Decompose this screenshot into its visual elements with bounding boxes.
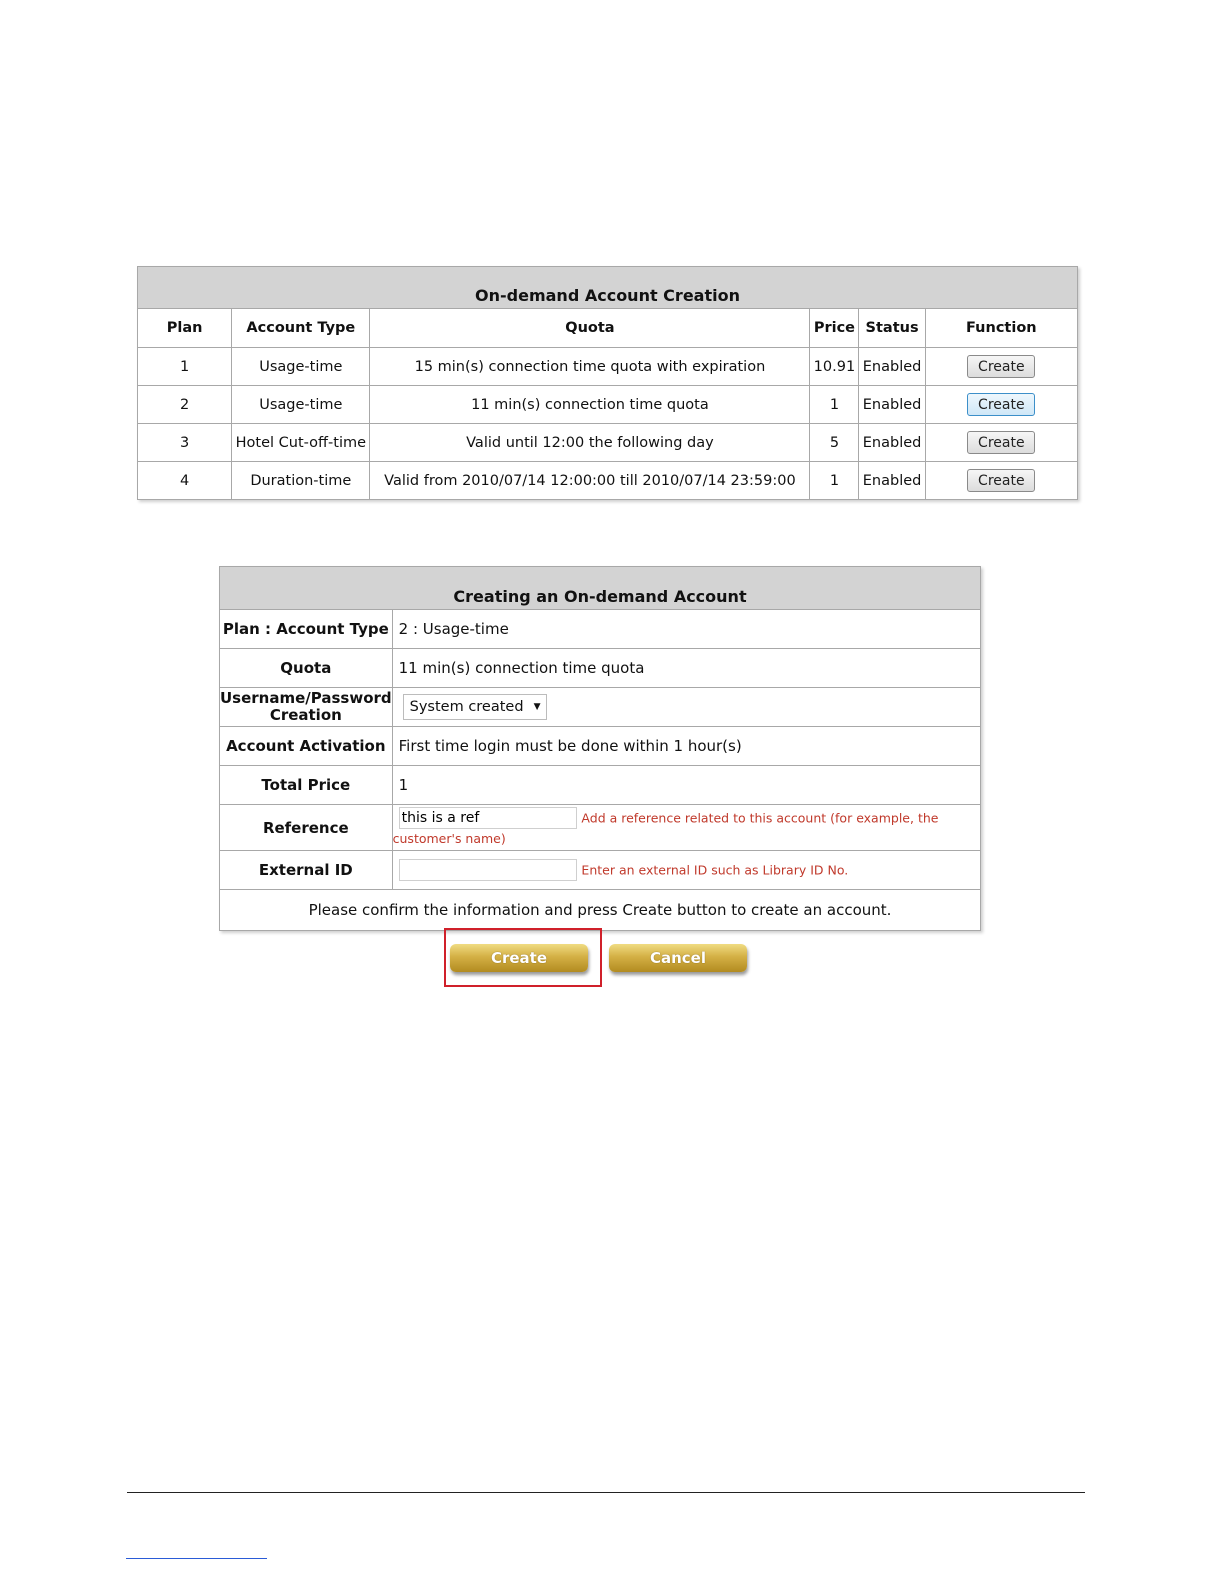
external-id-input[interactable] [399, 859, 577, 881]
function-cell [925, 348, 1077, 386]
price-cell: 1 [810, 386, 859, 424]
footer-link-underline [126, 1558, 267, 1559]
reference-cell [392, 805, 980, 851]
external-id-label: External ID [220, 851, 393, 890]
quota-cell: 11 min(s) connection time quota [370, 386, 810, 424]
create-plan-3-button[interactable]: Create [967, 431, 1035, 454]
function-cell [925, 462, 1077, 500]
function-cell [925, 424, 1077, 462]
table-row [138, 348, 1078, 386]
username-password-label-line2: Creation [269, 706, 342, 724]
quota-cell: Valid from 2010/07/14 12:00:00 till 2010/07/14 23:59:00 [370, 462, 810, 500]
quota-cell: 15 min(s) connection time quota with expiration [370, 348, 810, 386]
create-account-form [219, 566, 981, 931]
quota-cell: Valid until 12:00 the following day [370, 424, 810, 462]
select-value: System created [409, 699, 524, 715]
account-activation-value: First time login must be done within 1 hour(s) [392, 727, 980, 766]
confirm-message: Please confirm the information and press Create button to create an account. [220, 890, 981, 931]
reference-input[interactable] [399, 807, 577, 829]
plan-cell: 2 [138, 386, 232, 424]
function-cell [925, 386, 1077, 424]
quota-label: Quota [220, 649, 393, 688]
reference-hint: Add a reference related to this account (for example, the [581, 810, 939, 826]
create-button[interactable]: Create [450, 944, 588, 972]
account-type-cell: Usage-time [232, 348, 370, 386]
column-header-status: Status [859, 309, 925, 348]
cancel-button[interactable]: Cancel [609, 944, 747, 972]
column-header-price: Price [810, 309, 859, 348]
form-title: Creating an On-demand Account [220, 567, 981, 610]
create-plan-2-button[interactable]: Create [967, 393, 1035, 416]
dropdown-arrow-icon: ▼ [533, 702, 541, 712]
reference-hint-continued: customer's name) [392, 831, 506, 846]
total-price-label: Total Price [220, 766, 393, 805]
total-price-value: 1 [392, 766, 980, 805]
account-type-cell: Duration-time [232, 462, 370, 500]
plans-table-title: On-demand Account Creation [138, 267, 1078, 309]
on-demand-account-creation-table [137, 266, 1078, 500]
column-header-plan: Plan [138, 309, 232, 348]
table-row [138, 386, 1078, 424]
account-type-cell: Hotel Cut-off-time [232, 424, 370, 462]
status-cell: Enabled [859, 424, 925, 462]
create-plan-4-button[interactable]: Create [967, 469, 1035, 492]
status-cell: Enabled [859, 386, 925, 424]
username-password-creation-cell [392, 688, 980, 727]
column-header-quota: Quota [370, 309, 810, 348]
table-row [138, 424, 1078, 462]
plan-cell: 3 [138, 424, 232, 462]
username-password-creation-select[interactable] [403, 694, 548, 720]
account-type-cell: Usage-time [232, 386, 370, 424]
column-header-function: Function [925, 309, 1077, 348]
plan-cell: 4 [138, 462, 232, 500]
plan-account-type-value: 2 : Usage-time [392, 610, 980, 649]
table-row [138, 462, 1078, 500]
price-cell: 10.91 [810, 348, 859, 386]
price-cell: 1 [810, 462, 859, 500]
external-id-hint: Enter an external ID such as Library ID No. [581, 862, 849, 878]
username-password-label-line1: Username/Password [220, 689, 392, 707]
price-cell: 5 [810, 424, 859, 462]
reference-label: Reference [220, 805, 393, 851]
status-cell: Enabled [859, 348, 925, 386]
quota-value: 11 min(s) connection time quota [392, 649, 980, 688]
external-id-cell [392, 851, 980, 890]
plan-account-type-label: Plan : Account Type [220, 610, 393, 649]
create-plan-1-button[interactable]: Create [967, 355, 1035, 378]
status-cell: Enabled [859, 462, 925, 500]
username-password-creation-label [220, 688, 393, 727]
column-header-account-type: Account Type [232, 309, 370, 348]
page-divider [127, 1492, 1085, 1493]
account-activation-label: Account Activation [220, 727, 393, 766]
plan-cell: 1 [138, 348, 232, 386]
